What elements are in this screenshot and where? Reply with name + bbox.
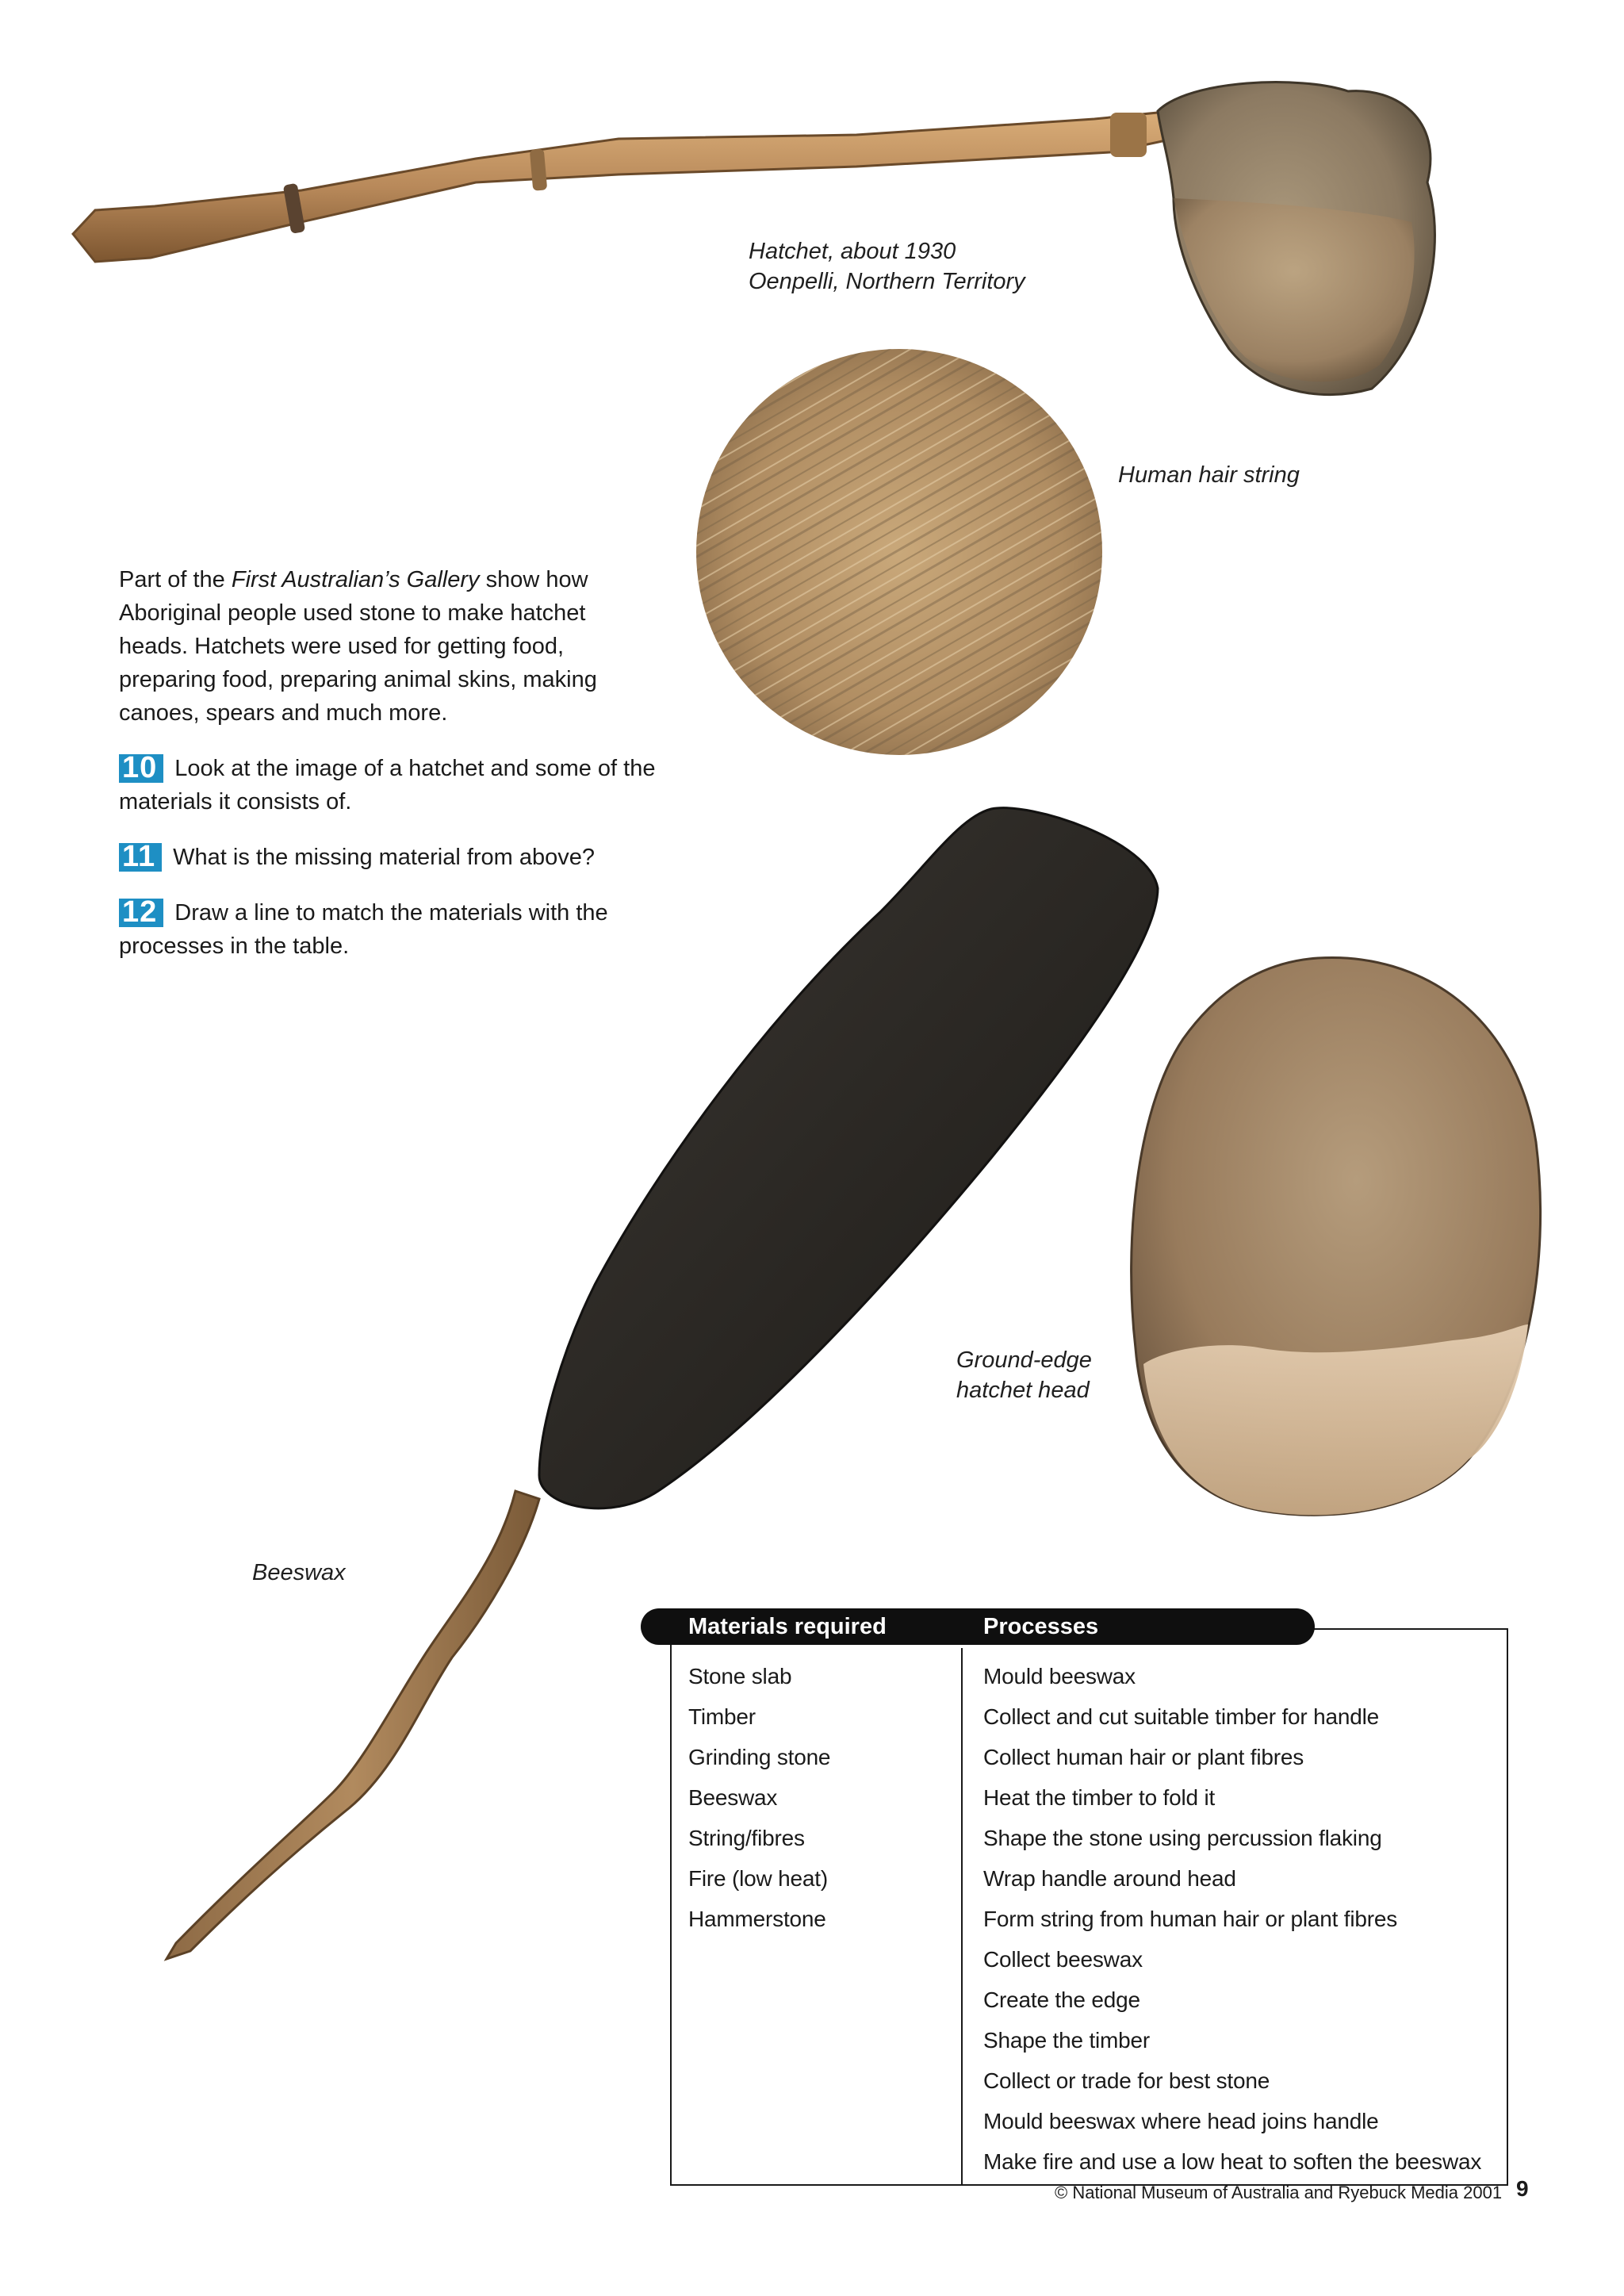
hatchet-caption-line1: Hatchet, about 1930 — [749, 239, 956, 264]
hatchet-head-caption — [956, 1345, 1092, 1405]
process-item: Form string from human hair or plant fibres — [983, 1907, 1398, 1931]
question-number-badge: 11 — [119, 843, 162, 872]
material-item: Beeswax — [688, 1785, 778, 1810]
hatchet-caption-line2: Oenpelli, Northern Territory — [749, 269, 1025, 294]
process-item: Shape the timber — [983, 2028, 1151, 2053]
page-number: 9 — [1516, 2176, 1529, 2201]
table-top-border — [1303, 1628, 1507, 1630]
question-text: Look at the image of a hatchet and some of the materials it consists of. — [119, 756, 656, 815]
gallery-name: First Australian’s Gallery — [231, 567, 480, 592]
question-number-badge: 10 — [119, 754, 163, 783]
hair-string-image — [695, 347, 1104, 757]
material-item: String/fibres — [688, 1826, 805, 1850]
hatchet-head-caption-line2: hatchet head — [956, 1378, 1090, 1403]
intro-text-start: Part of the — [119, 567, 232, 592]
hair-string-caption: Human hair string — [1118, 462, 1300, 488]
hatchet-caption — [749, 236, 1025, 297]
question-text: What is the missing material from above? — [173, 845, 596, 870]
table-header-bar — [641, 1608, 1315, 1645]
question-number-badge: 12 — [119, 899, 163, 927]
material-item: Hammerstone — [688, 1907, 826, 1931]
hatchet-head-image — [1120, 952, 1548, 1523]
process-item: Mould beeswax where head joins handle — [983, 2109, 1379, 2133]
table-column-divider — [961, 1648, 963, 2186]
process-item: Shape the stone using percussion flaking — [983, 1826, 1382, 1850]
material-item: Grinding stone — [688, 1745, 831, 1769]
question-text: Draw a line to match the materials with the processes in the table. — [119, 900, 608, 959]
beeswax-caption: Beeswax — [252, 1560, 346, 1585]
header-processes: Processes — [983, 1614, 1099, 1639]
process-item: Heat the timber to fold it — [983, 1785, 1216, 1810]
process-item: Collect beeswax — [983, 1947, 1143, 1972]
process-item: Collect or trade for best stone — [983, 2068, 1270, 2093]
process-item: Create the edge — [983, 1987, 1140, 2012]
process-item: Collect and cut suitable timber for handle — [983, 1704, 1379, 1729]
hatchet-head-caption-line1: Ground-edge — [956, 1347, 1092, 1373]
process-item: Collect human hair or plant fibres — [983, 1745, 1304, 1769]
intro-paragraph — [119, 563, 658, 730]
process-item: Wrap handle around head — [983, 1866, 1236, 1891]
material-item: Timber — [688, 1704, 756, 1729]
material-item: Fire (low heat) — [688, 1866, 828, 1891]
copyright-notice: © National Museum of Australia and Ryebuck Media 2001 — [1055, 2183, 1503, 2202]
process-item: Mould beeswax — [983, 1664, 1136, 1688]
process-item: Make fire and use a low heat to soften the beeswax — [983, 2149, 1482, 2174]
intro-text-end: show how Aboriginal people used stone to make hatchet heads. Hatchets were used for getting food, preparing food, preparing animal skins, making canoes, spears and much more. — [119, 567, 597, 726]
material-item: Stone slab — [688, 1664, 792, 1688]
header-materials: Materials required — [688, 1614, 887, 1639]
